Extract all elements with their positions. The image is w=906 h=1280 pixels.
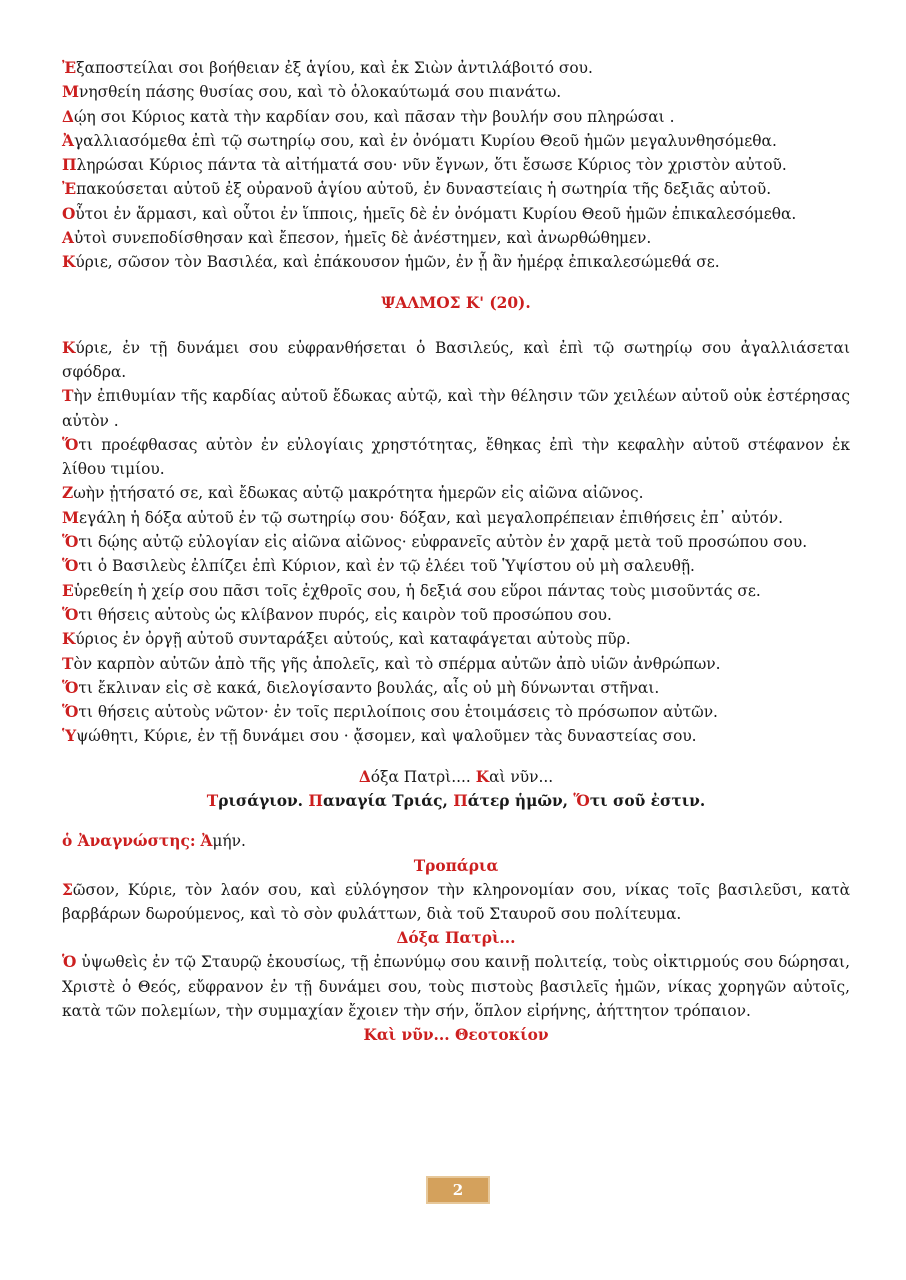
trisagion-line (62, 789, 850, 813)
verse-initial: Δ (62, 107, 74, 126)
verse-text: ὐτοὶ συνεποδίσθησαν καὶ ἔπεσον, ἡμεῖς δὲ ἀνέστημεν, καὶ ἀνωρθώθημεν. (73, 229, 652, 248)
verse (62, 336, 850, 385)
verse-initial: Μ (62, 83, 80, 102)
verse-text: ωὴν ᾐτήσατό σε, καὶ ἔδωκας αὐτῷ μακρότητα ἡμερῶν εἰς αἰῶνα αἰῶνος. (73, 484, 644, 503)
anagnostis-line (62, 829, 850, 853)
verse-text: ὴν ἐπιθυμίαν τῆς καρδίας αὐτοῦ ἔδωκας αὐτῷ, καὶ τὴν θέλησιν τῶν χειλέων αὐτοῦ οὐκ ἐστέρησας αὐτὸν . (62, 387, 850, 430)
verse (62, 481, 850, 505)
verse (62, 700, 850, 724)
verses-psalm (62, 336, 850, 749)
verse-text: ύριε, σῶσον τὸν Βασιλέα, καὶ ἐπάκουσον ἡμῶν, ἐν ᾗ ἂν ἡμέρᾳ ἐπικαλεσώμεθά σε. (75, 253, 720, 272)
verse-initial: Ε (62, 581, 74, 600)
verse-initial: Ὅ (62, 557, 79, 576)
verse-initial: Κ (62, 338, 76, 357)
verse (62, 724, 850, 748)
troparion-2 (62, 950, 850, 1023)
kai-initial: Κ (475, 767, 490, 786)
verse (62, 603, 850, 627)
troparia-title: Τροπάρια (413, 856, 499, 875)
verse (62, 105, 850, 129)
verse-initial: Ο (62, 204, 76, 223)
verse-text: τι ἔκλιναν εἰς σὲ κακά, διελογίσαντο βουλάς, αἷς οὐ μὴ δύνωνται στῆναι. (78, 678, 660, 697)
theotokion-title: Καὶ νῦν... Θεοτοκίον (363, 1026, 549, 1045)
verse (62, 433, 850, 482)
verse (62, 554, 850, 578)
verse-text: τι δῴης αὐτῷ εὐλογίαν εἰς αἰῶνα αἰῶνος· εὐφρανεῖς αὐτὸν ἐν χαρᾷ μετὰ τοῦ προσώπου σου. (78, 533, 808, 552)
verse (62, 530, 850, 554)
verse-text: νησθείη πάσης θυσίας σου, καὶ τὸ ὁλοκαύτωμά σου πιανάτω. (79, 83, 562, 102)
verse-initial: Π (62, 156, 77, 175)
verse-initial: Ὑ (62, 727, 77, 746)
troparion-text: ῶσον, Κύριε, τὸν λαόν σου, καὶ εὐλόγησον τὴν κληρονομίαν σου, νίκας τοῖς βασιλεῦσι, κατὰ βαρβάρων δωρούμενος, καὶ τὸ σὸν φυλάττων, διὰ τοῦ Σταυροῦ σου πολίτευμα. (62, 880, 850, 923)
verse (62, 250, 850, 274)
oti-initial: Ὅ (573, 792, 590, 811)
verse-initial: Ὅ (62, 703, 79, 722)
verse (62, 226, 850, 250)
verse (62, 80, 850, 104)
verse-initial: Ὅ (62, 435, 79, 454)
verse (62, 627, 850, 651)
verse (62, 56, 850, 80)
doxa-initial: Δ (358, 767, 371, 786)
verse (62, 579, 850, 603)
trisagion-initial: Τ (206, 792, 219, 811)
amen-initial: Ἀ (200, 832, 213, 851)
verse-text: ῴη σοι Κύριος κατὰ τὴν καρδίαν σου, καὶ πᾶσαν τὴν βουλήν σου πληρώσαι . (73, 107, 675, 126)
page-content (62, 56, 850, 1047)
verse-text: ύριε, ἐν τῇ δυνάμει σου εὐφρανθήσεται ὁ Βασιλεύς, καὶ ἐπὶ τῷ σωτηρίῳ σου ἀγαλλιάσεται σφόδρα. (62, 338, 850, 381)
verse (62, 676, 850, 700)
verse-text: τι θήσεις αὐτοὺς ὡς κλίβανον πυρός, εἰς καιρὸν τοῦ προσώπου σου. (78, 605, 612, 624)
verse-initial: Κ (62, 253, 76, 272)
verse-initial: Ἀ (62, 131, 74, 150)
amen-text: μήν. (212, 832, 246, 851)
verse (62, 153, 850, 177)
verse-initial: Ἐ (62, 180, 77, 199)
page-number: 2 (452, 1181, 464, 1199)
trisagion-text: ρισάγιον. (218, 792, 309, 811)
verse-text: τι θήσεις αὐτοὺς νῶτον· ἐν τοῖς περιλοίποις σου ἑτοιμάσεις τὸ πρόσωπον αὐτῶν. (78, 703, 718, 722)
verse-text: ψώθητι, Κύριε, ἐν τῇ δυνάμει σου · ᾄσομεν, καὶ ψαλοῦμεν τὰς δυναστείας σου. (76, 727, 697, 746)
verse-initial: Ζ (62, 484, 74, 503)
verses-top (62, 56, 850, 275)
verse-initial: Ὅ (62, 605, 79, 624)
pater-text: άτερ ἡμῶν, (467, 792, 574, 811)
doxa-text: όξα Πατρὶ.... (370, 767, 476, 786)
doxa-title: Δόξα Πατρὶ... (396, 929, 516, 948)
verse-text: ὸν καρπὸν αὐτῶν ἀπὸ τῆς γῆς ἀπολεῖς, καὶ τὸ σπέρμα αὐτῶν ἀπὸ υἱῶν ἀνθρώπων. (73, 654, 721, 673)
verse-text: ὗτοι ἐν ἅρμασι, καὶ οὗτοι ἐν ἵπποις, ἡμεῖς δὲ ἐν ὀνόματι Κυρίου Θεοῦ ἡμῶν ἐπικαλεσόμεθα. (75, 204, 797, 223)
verse (62, 506, 850, 530)
verse-text: εγάλη ἡ δόξα αὐτοῦ ἐν τῷ σωτηρίῳ σου· δόξαν, καὶ μεγαλοπρέπειαν ἐπιθήσεις ἐπ᾿ αὐτόν. (79, 508, 783, 527)
verse (62, 202, 850, 226)
verse-initial: Ἐ (62, 59, 77, 77)
verse-text: ὑρεθείη ἡ χείρ σου πᾶσι τοῖς ἐχθροῖς σου, ἡ δεξιά σου εὕροι πάντας τοὺς μισοῦντάς σε. (73, 581, 761, 600)
kai-text: αὶ νῦν... (489, 767, 554, 786)
verse (62, 384, 850, 433)
verse (62, 652, 850, 676)
verse-initial: Ὅ (62, 533, 79, 552)
verse-initial: Τ (62, 654, 74, 673)
troparion-initial: Σ (62, 880, 73, 899)
psalm-title: ΨΑΛΜΟΣ Κ' (20). (381, 293, 531, 312)
verse-text: τι ὁ Βασιλεὺς ἐλπίζει ἐπὶ Κύριον, καὶ ἐν τῷ ἐλέει τοῦ Ὑψίστου οὐ μὴ σαλευθῇ. (78, 557, 695, 576)
doxa-line (62, 765, 850, 789)
pater-initial: Π (453, 792, 468, 811)
verse-text: γαλλιασόμεθα ἐπὶ τῷ σωτηρίῳ σου, καὶ ἐν ὀνόματι Κυρίου Θεοῦ ἡμῶν μεγαλυνθησόμεθα. (73, 131, 777, 150)
verse-initial: Τ (62, 387, 74, 406)
verse-initial: Μ (62, 508, 80, 527)
verse-text: ξαποστείλαι σοι βοήθειαν ἐξ ἁγίου, καὶ ἐκ Σιὼν ἀντιλάβοιτό σου. (76, 59, 593, 77)
oti-text: τι σοῦ ἐστιν. (589, 792, 706, 811)
verse-initial: Ὅ (62, 678, 79, 697)
page-number-badge (426, 1176, 490, 1204)
anagnostis-label: ὁ Ἀναγνώστης: (62, 832, 196, 851)
verse-text: πακούσεται αὐτοῦ ἐξ οὐρανοῦ ἁγίου αὐτοῦ, ἐν δυναστείαις ἡ σωτηρία τῆς δεξιᾶς αὐτοῦ. (76, 180, 772, 199)
panagia-initial: Π (308, 792, 323, 811)
troparion-text: ὑψωθεὶς ἐν τῷ Σταυρῷ ἑκουσίως, τῇ ἐπωνύμῳ σου καινῇ πολιτείᾳ, τοὺς οἰκτιρμούς σου δώρησαι, Χριστὲ ὁ Θεός, εὔφρανον ἐν τῇ δυνάμει σου, τοὺς πιστοὺς βασιλεῖς ἡμῶν, νίκας χορηγῶν αὐτοῖς, κατὰ τῶν πολεμίων, τὴν συμμαχίαν ἔχοιεν τὴν σήν, ὅπλον εἰρήνης, ἀήττητον τρόπαιον. (62, 953, 850, 1020)
panagia-text: αναγία Τριάς, (322, 792, 454, 811)
troparion-1 (62, 878, 850, 927)
verse (62, 129, 850, 153)
verse-initial: Κ (62, 630, 76, 649)
verse-text: ληρώσαι Κύριος πάντα τὰ αἰτήματά σου· νῦν ἔγνων, ὅτι ἔσωσε Κύριος τὸν χριστὸν αὐτοῦ. (76, 156, 787, 175)
troparion-initial: Ὁ (62, 953, 77, 972)
verse-initial: Α (62, 229, 74, 248)
verse (62, 177, 850, 201)
verse-text: ύριος ἐν ὀργῇ αὐτοῦ συνταράξει αὐτούς, καὶ καταφάγεται αὐτοὺς πῦρ. (75, 630, 631, 649)
verse-text: τι προέφθασας αὐτὸν ἐν εὐλογίαις χρηστότητας, ἔθηκας ἐπὶ τὴν κεφαλὴν αὐτοῦ στέφανον ἐκ λίθου τιμίου. (62, 435, 850, 479)
